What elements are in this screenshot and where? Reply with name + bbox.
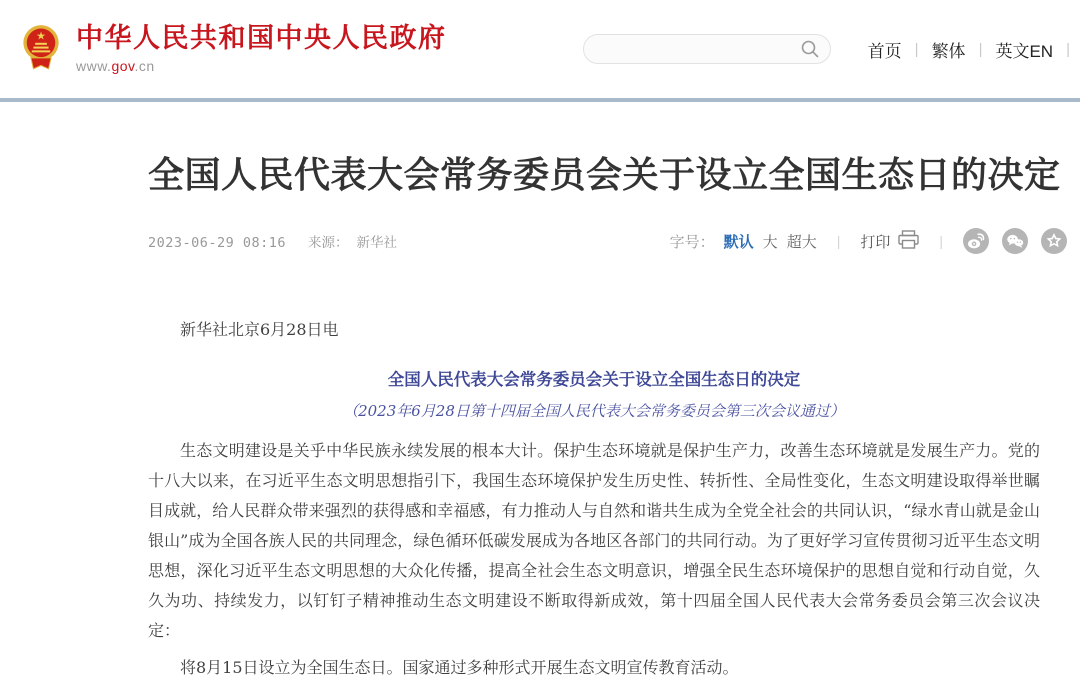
article (0, 152, 1080, 683)
site-title: 中华人民共和国中央人民政府 (76, 22, 447, 53)
print-label: 打印 (860, 233, 891, 251)
header-nav (855, 37, 1070, 62)
toolbar-separator: | (836, 233, 841, 249)
paragraph-main: 生态文明建设是关乎中华民族永续发展的根本大计。保护生态环境就是保护生产力，改善生态环境就是发展生产力。党的十八大以来，在习近平生态文明思想指引下，我国生态环境保护发生历史性、转折性、全局性变化，生态文明建设取得举世瞩目成就，给人民群众带来强烈的获得感和幸福感，有力推动人与自然和谐共生成为全党全社会的共同认识，“绿水青山就是金山银山”成为全国各族人民的共同理念，绿色循环低碳发展成为各地区各部门的共同行动。为了更好学习宣传贯彻习近平生态文明思想，深化习近平生态文明思想的大众化传播，提高全社会生态文明意识，增强全民生态环境保护的思想自觉和行动自觉，久久为功、持续发力，以钉钉子精神推动生态文明建设不断取得新成效，第十四届全国人民代表大会常务委员会第三次会议决定： (148, 441, 1040, 640)
article-toolbar (670, 228, 1067, 254)
nav-link-english[interactable]: 英文EN (995, 41, 1054, 61)
toolbar-separator: | (939, 233, 943, 249)
weibo-share-icon[interactable] (963, 228, 989, 254)
favorite-star-icon[interactable] (1041, 228, 1067, 254)
font-size-default-button[interactable]: 默认 (723, 233, 754, 251)
article-body (148, 315, 1040, 683)
font-size-xlarge-button[interactable]: 超大 (786, 233, 817, 251)
article-meta-left (148, 231, 397, 251)
nav-link-traditional[interactable]: 繁体 (931, 41, 966, 61)
share-buttons (963, 228, 1067, 254)
nav-separator: | (1066, 40, 1070, 58)
nav-link-home[interactable]: 首页 (867, 41, 902, 61)
dateline: 新华社北京6月28日电 (180, 320, 339, 339)
source-value[interactable]: 新华社 (356, 235, 398, 251)
national-emblem-icon (20, 23, 62, 76)
search-box[interactable] (583, 34, 831, 64)
search-icon[interactable] (800, 39, 820, 59)
page-title: 全国人民代表大会常务委员会关于设立全国生态日的决定 (148, 154, 1061, 195)
site-header (0, 0, 1080, 98)
document-title: 全国人民代表大会常务委员会关于设立全国生态日的决定 (387, 370, 801, 389)
source-label: 来源： (308, 235, 349, 251)
nav-separator: | (978, 40, 983, 58)
print-button[interactable] (860, 230, 919, 253)
search-input[interactable] (598, 42, 800, 57)
wechat-share-icon[interactable] (1002, 228, 1028, 254)
printer-icon (898, 230, 919, 253)
publish-datetime: 2023-06-29 08:16 (148, 235, 287, 251)
font-size-label: 字号： (669, 233, 715, 251)
nav-separator: | (914, 40, 919, 58)
font-size-large-button[interactable]: 大 (762, 233, 778, 251)
document-passed-line: （2023年6月28日第十四届全国人民代表大会常务委员会第三次会议通过） (343, 402, 845, 420)
paragraph-decision: 将8月15日设立为全国生态日。国家通过多种形式开展生态文明宣传教育活动。 (180, 658, 739, 677)
article-meta-bar (148, 227, 1067, 255)
svg-text:★: ★ (36, 28, 46, 42)
site-url: www.gov.cn (76, 58, 155, 75)
site-logo[interactable] (20, 23, 447, 76)
header-divider (0, 98, 1080, 102)
